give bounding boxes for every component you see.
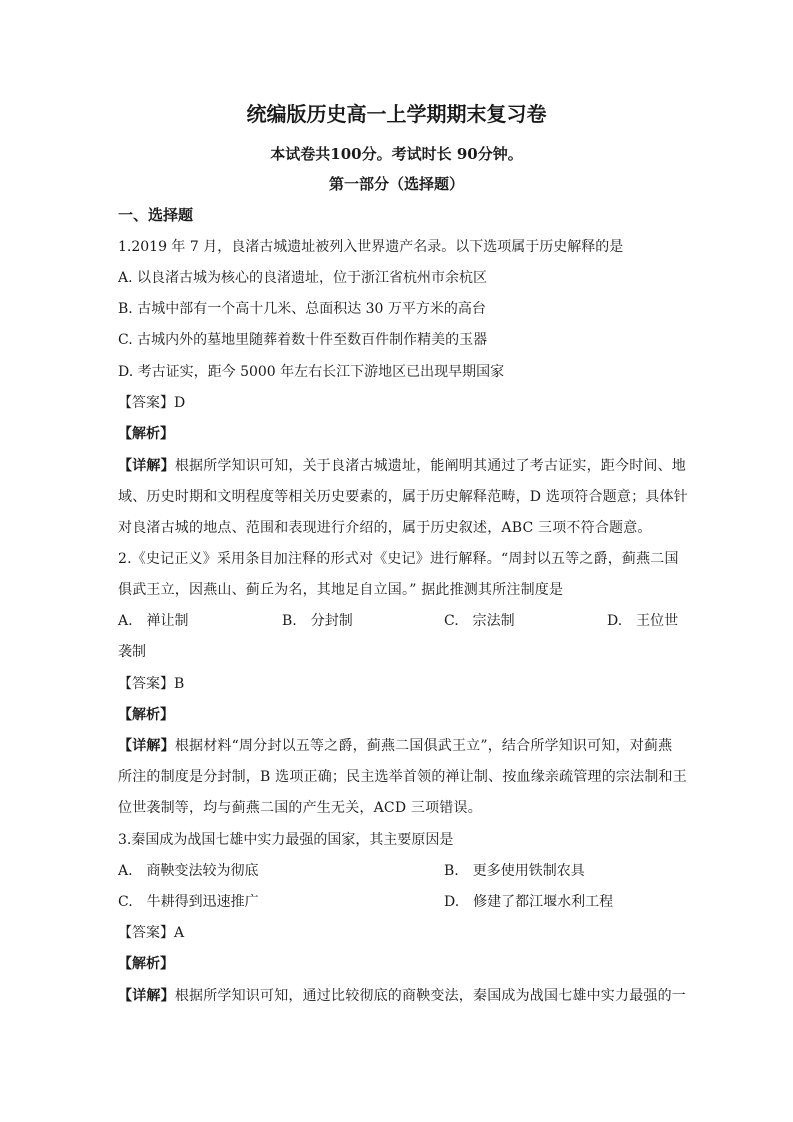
q1-stem: 1.2019 年 7 月，良渚古城遗址被列入世界遗产名录。以下选项属于历史解释的是	[118, 239, 624, 255]
part-heading: 第一部分（选择题）	[328, 175, 464, 193]
q2-option-a: A. 禅让制	[118, 613, 189, 629]
q3-option-a: A. 商鞅变法较为彻底	[118, 863, 259, 879]
q2-detail-line-2: 所注的制度是分封制，B 选项正确；民主选举首领的禅让制、按血缘亲疏管理的宗法制和王	[118, 769, 687, 785]
q3-stem: 3.秦国成为战国七雄中实力最强的国家，其主要原因是	[118, 832, 454, 848]
q2-stem-line-2: 俱武王立，因燕山、蓟丘为名，其地足自立国。” 据此推测其所注制度是	[118, 582, 564, 598]
q3-detail-tag: 【详解】	[118, 988, 175, 1004]
q2-option-c: C. 宗法制	[444, 613, 515, 629]
q2-option-b: B. 分封制	[282, 613, 353, 629]
q2-detail-line-3: 位世袭制等，均与蓟燕二国的产生无关，ACD 三项错误。	[118, 800, 482, 816]
q3-detail-text-1: 根据所学知识可知，通过比较彻底的商鞅变法，秦国成为战国七雄中实力最强的一	[174, 988, 687, 1004]
q3-option-d: D. 修建了都江堰水利工程	[444, 894, 614, 910]
q3-detail-line-1	[118, 986, 687, 1006]
q3-option-c: C. 牛耕得到迅速推广	[118, 894, 259, 910]
q1-detail-line-3: 对良渚古城的地点、范围和表现进行介绍的，属于历史叙述，ABC 三项不符合题意。	[118, 520, 652, 536]
q1-answer: 【答案】D	[118, 395, 186, 411]
q1-option-d: D. 考古证实，距今 5000 年左右长江下游地区已出现早期国家	[118, 364, 505, 380]
q3-analysis-label: 【解析】	[118, 956, 174, 972]
exam-title: 统编版历史高一上学期期末复习卷	[246, 102, 547, 126]
q2-option-d: D. 王位世	[607, 613, 679, 629]
q1-option-b: B. 古城中部有一个高十几米、总面积达 30 万平方米的高台	[118, 301, 486, 317]
q2-detail-text-1: 根据材料“周分封以五等之爵，蓟燕二国俱武王立”，结合所学知识可知，对蓟燕	[174, 738, 673, 754]
q2-detail-tag: 【详解】	[118, 738, 175, 754]
exam-subtitle: 本试卷共100分。考试时长 90分钟。	[270, 145, 523, 163]
q1-option-c: C. 古城内外的墓地里随葬着数十件至数百件制作精美的玉器	[118, 332, 488, 348]
q2-detail-line-1	[118, 736, 678, 756]
q3-option-b: B. 更多使用铁制农具	[444, 863, 585, 879]
section-heading: 一、选择题	[118, 206, 194, 224]
q1-analysis-label: 【解析】	[118, 426, 174, 442]
q2-stem-line-1: 2.《史记正义》采用条目加注释的形式对《史记》进行解释。“周封以五等之爵，蓟燕二国	[118, 551, 679, 567]
q1-option-a: A. 以良渚古城为核心的良渚遗址，位于浙江省杭州市余杭区	[118, 270, 488, 286]
q2-analysis-label: 【解析】	[118, 707, 174, 723]
q1-detail-line-1	[118, 456, 687, 476]
q2-option-d-continued: 袭制	[118, 644, 146, 660]
q1-detail-tag: 【详解】	[118, 458, 175, 474]
q2-answer: 【答案】B	[118, 676, 185, 692]
q1-detail-line-2: 域、历史时期和文明程度等相关历史要素的，属于历史解释范畴，D 选项符合题意；具体针	[118, 489, 688, 505]
q3-answer: 【答案】A	[118, 925, 185, 941]
q1-detail-text-1: 根据所学知识可知，关于良渚古城遗址，能阐明其通过了考古证实，距今时间、地	[174, 458, 687, 474]
